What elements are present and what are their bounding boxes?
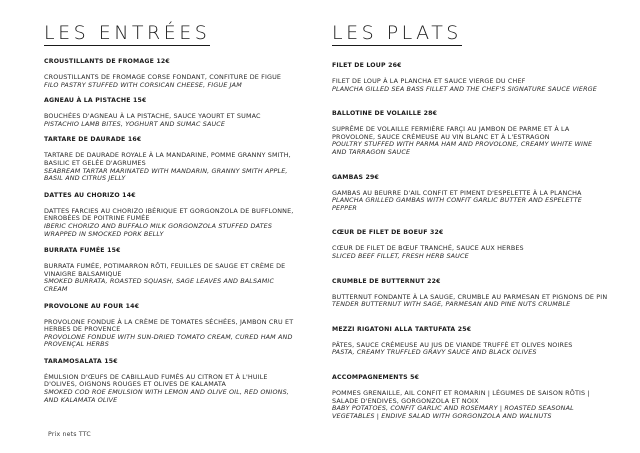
item-description: ÉMULSION D'ŒUFS DE CABILLAUD FUMÉS AU CITRON ET À L'HUILE D'OLIVES, OIGNONS ROUGES ET OLIVES DE KALAMATA: [44, 372, 268, 389]
menu-item: [332, 278, 608, 309]
item-description: FILET DE LOUP À LA PLANCHA ET SAUCE VIERGE DU CHEF: [332, 77, 526, 85]
item-title: DATTES AU CHORIZO 14€: [44, 191, 136, 199]
item-title: TARTARE DE DAURADE 16€: [44, 136, 142, 144]
item-description: BURRATA FUMÉE, POTIMARRON RÔTI, FEUILLES DE SAUGE ET CRÈME DE VINAIGRE BALSAMIQUE: [44, 262, 286, 278]
menu-item: [332, 62, 608, 93]
item-title: MEZZI RIGATONI ALLA TARTUFATA 25€: [332, 325, 472, 333]
plats-list: [332, 62, 608, 420]
item-title: TARAMOSALATA 15€: [44, 357, 118, 365]
menu-item: [44, 58, 294, 89]
item-translation: SLICED BEEF FILLET, FRESH HERB SAUCE: [332, 251, 469, 260]
entrees-heading: LES ENTRÉES: [44, 22, 211, 44]
item-translation: SEABREAM TARTAR MARINATED WITH MANDARIN, GRANNY SMITH APPLE, BASIL AND CITRUS JELLY: [44, 166, 288, 183]
price-note: Prix nets TTC: [48, 431, 91, 438]
item-translation: PISTACHIO LAMB BITES, YOGHURT AND SUMAC SAUCE: [44, 119, 226, 128]
menu-item: [332, 326, 608, 357]
item-title: PROVOLONE AU FOUR 14€: [44, 302, 140, 310]
item-description: CŒUR DE FILET DE BŒUF TRANCHÉ, SAUCE AUX HERBES: [332, 244, 524, 253]
menu-item: [44, 358, 294, 404]
item-title: CŒUR DE FILET DE BOEUF 32€: [332, 229, 444, 237]
item-translation: FILO PASTRY STUFFED WITH CORSICAN CHEESE, FIGUE JAM: [44, 80, 242, 89]
item-description: TARTARE DE DAURADE ROYALE À LA MANDARINE, POMME GRANNY SMITH, BASILIC ET GELÉE D'AGRUMES: [44, 151, 291, 167]
item-title: GAMBAS 29€: [332, 173, 380, 181]
item-translation: BABY POTATOES, CONFIT GARLIC AND ROSEMARY | ROASTED SEASONAL VEGETABLES | ENDIVE SALAD WITH GORGONZOLA AND WALNUTS: [332, 404, 574, 420]
menu-item: [44, 303, 294, 349]
menu-item: [332, 229, 608, 260]
item-description: CROUSTILLANTS DE FROMAGE CORSE FONDANT, CONFITURE DE FIGUE: [44, 73, 282, 81]
menu-item: [44, 97, 294, 128]
item-title: BALLOTINE DE VOLAILLE 28€: [332, 110, 438, 118]
plats-heading: LES PLATS: [332, 22, 462, 44]
item-translation: TENDER BUTTERNUT WITH SAGE, PARMESAN AND PINE NUTS CRUMBLE: [332, 300, 571, 309]
item-title: AGNEAU À LA PISTACHE 15€: [44, 97, 147, 105]
item-description: GAMBAS AU BEURRE D'AIL CONFIT ET PIMENT D'ESPELETTE À LA PLANCHA: [332, 188, 582, 197]
item-translation: PLANCHA GILLED SEA BASS FILLET AND THE CHEF'S SIGNATURE SAUCE VIERGE: [332, 84, 597, 93]
menu-item: [44, 136, 294, 182]
item-description: SUPRÊME DE VOLAILLE FERMIÈRE FARÇI AU JAMBON DE PARME ET À LA PROVOLONE, SAUCE CRÉMEUSE AU VIN BLANC ET À L'ESTRAGON: [332, 125, 570, 141]
entrees-list: [44, 58, 294, 404]
plats-column: [332, 0, 608, 420]
menu-item: [332, 374, 608, 420]
item-translation: IBERIC CHORIZO AND BUFFALO MILK GORGONZOLA STUFFED DATES WRAPPED IN SMOCKED PORK BELLY: [44, 221, 273, 238]
item-title: CROUSTILLANTS DE FROMAGE 12€: [44, 58, 170, 65]
item-title: FILET DE LOUP 26€: [332, 62, 402, 69]
menu-item: [44, 247, 294, 293]
item-description: POMMES GRENAILLE, AIL CONFIT ET ROMARIN | LÉGUMES DE SAISON RÔTIS | SALADE D'ENDIVES, GORGONZOLA ET NOIX: [332, 388, 590, 405]
menu-item: [44, 192, 294, 238]
item-title: BURRATA FUMÉE 15€: [44, 247, 121, 255]
item-translation: POULTRY STUFFED WITH PARMA HAM AND PROVOLONE, CREAMY WHITE WINE AND TARRAGON SAUCE: [332, 140, 593, 156]
item-description: BUTTERNUT FONDANTE À LA SAUGE, CRUMBLE AU PARMESAN ET PIGNONS DE PIN: [332, 292, 608, 301]
item-translation: PASTA, CREAMY TRUFFLED GRAVY SAUCE AND BLACK OLIVES: [332, 348, 537, 357]
item-translation: PROVOLONE FONDUE WITH SUN-DRIED TOMATO CREAM, CURED HAM AND PROVENÇAL HERBS: [44, 332, 293, 349]
item-translation: SMOKED COD ROE EMULSION WITH LEMON AND OLIVE OIL, RED ONIONS, AND KALAMATA OLIVE: [44, 388, 289, 404]
menu-item: [332, 174, 608, 213]
item-translation: PLANCHA GRILLED GAMBAS WITH CONFIT GARLIC BUTTER AND ESPELETTE PEPPER: [332, 196, 582, 212]
entrees-column: [44, 0, 294, 404]
item-translation: SMOKED BURRATA, ROASTED SQUASH, SAGE LEAVES AND BALSAMIC CREAM: [44, 277, 275, 293]
item-description: PROVOLONE FONDUE À LA CRÈME DE TOMATES SÉCHÉES, JAMBON CRU ET HERBES DE PROVENCE: [44, 317, 294, 334]
item-description: BOUCHÉES D'AGNEAU À LA PISTACHE, SAUCE YAOURT ET SUMAC: [44, 112, 261, 121]
item-title: CRUMBLE DE BUTTERNUT 22€: [332, 277, 441, 285]
item-description: PÂTES, SAUCE CRÉMEUSE AU JUS DE VIANDE TRUFFÉ ET OLIVES NOIRES: [332, 340, 573, 349]
menu-item: [332, 110, 608, 156]
item-title: ACCOMPAGNEMENTS 5€: [332, 373, 420, 381]
item-description: DATTES FARCIES AU CHORIZO IBÉRIQUE ET GORGONZOLA DE BUFFLONNE, ENROBÉES DE POITRINE FUMÉE: [44, 206, 294, 223]
